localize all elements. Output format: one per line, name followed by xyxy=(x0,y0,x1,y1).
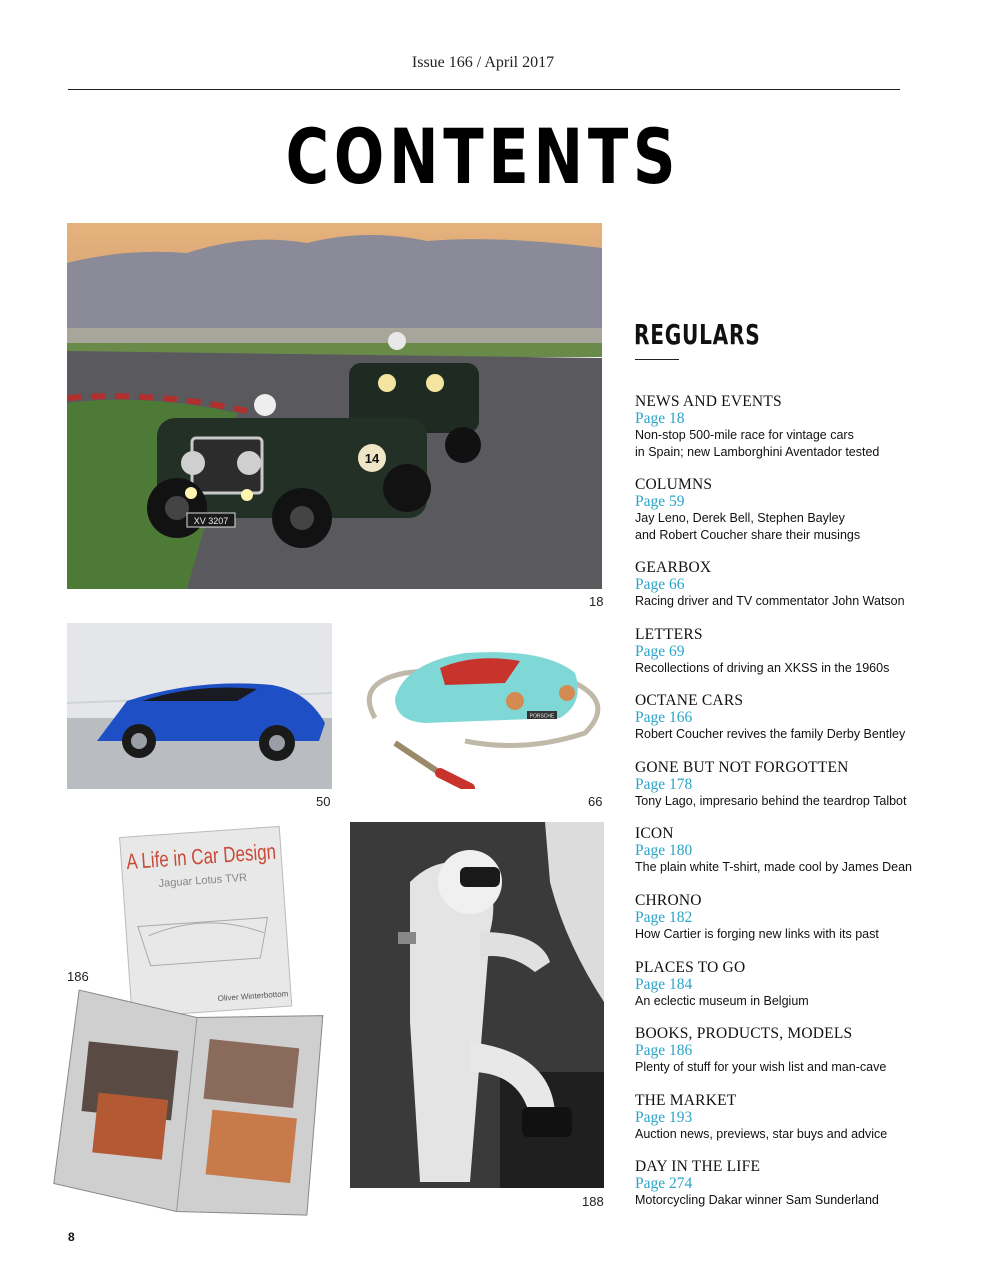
lamborghini-photo-caption: 50 xyxy=(316,794,331,809)
book-illustration xyxy=(37,822,342,1217)
entry-page[interactable]: Page 182 xyxy=(635,909,693,926)
lamborghini-illustration xyxy=(67,623,332,789)
bentley-photo-caption: 18 xyxy=(589,594,604,609)
entry-description: How Cartier is forging new links with its past xyxy=(635,927,879,941)
toc-entry[interactable] xyxy=(635,476,935,544)
entry-description: The plain white T-shirt, made cool by James Dean xyxy=(635,860,912,874)
book-author: Oliver Winterbottom xyxy=(217,989,289,1004)
car-plate: XV 3207 xyxy=(193,516,229,526)
header-divider xyxy=(68,89,900,90)
entry-section: NEWS AND EVENTS xyxy=(635,393,782,410)
toc-entry[interactable] xyxy=(635,759,935,810)
toc-entry[interactable] xyxy=(635,825,935,876)
entry-description: Auction news, previews, star buys and advice xyxy=(635,1127,888,1141)
entry-description: Non-stop 500-mile race for vintage cars in Spain; new Lamborghini Aventador tested xyxy=(635,428,880,459)
book-photo-caption: 186 xyxy=(67,969,89,984)
toc-entry[interactable] xyxy=(635,959,935,1010)
entry-page[interactable]: Page 69 xyxy=(635,643,685,660)
bentley-race-illustration xyxy=(67,223,602,589)
entry-page[interactable]: Page 186 xyxy=(635,1042,693,1059)
toy-car-photo xyxy=(345,623,610,789)
toc-entry[interactable] xyxy=(635,559,935,610)
toc-entry[interactable] xyxy=(635,626,935,677)
entry-page[interactable]: Page 18 xyxy=(635,410,685,427)
driver-photo xyxy=(350,822,604,1188)
entry-description: Jay Leno, Derek Bell, Stephen Bayley and Robert Coucher share their musings xyxy=(635,511,861,542)
regulars-heading: REGULARS xyxy=(634,318,761,351)
entry-page[interactable]: Page 184 xyxy=(635,976,693,993)
entry-page[interactable]: Page 66 xyxy=(635,576,685,593)
entry-section: CHRONO xyxy=(635,892,702,909)
page-title: CONTENTS xyxy=(285,112,681,201)
entry-page[interactable]: Page 59 xyxy=(635,493,685,510)
bentley-race-photo xyxy=(67,223,602,589)
entry-section: OCTANE CARS xyxy=(635,692,744,709)
entry-description: Recollections of driving an XKSS in the 1960s xyxy=(635,661,890,675)
toc-entry[interactable] xyxy=(635,1092,935,1143)
toc-entry[interactable] xyxy=(635,892,935,943)
entry-description: An eclectic museum in Belgium xyxy=(635,994,809,1008)
toy-car-plate: PORSCHE xyxy=(529,713,555,720)
toc-entry[interactable] xyxy=(635,393,935,461)
entry-section: LETTERS xyxy=(635,626,703,643)
toc-entry[interactable] xyxy=(635,692,935,743)
issue-line: Issue 166 / April 2017 xyxy=(411,54,555,71)
toy-car-illustration xyxy=(345,623,610,789)
entry-page[interactable]: Page 274 xyxy=(635,1175,693,1192)
regulars-divider xyxy=(635,359,679,360)
entry-description: Plenty of stuff for your wish list and man-cave xyxy=(635,1060,887,1074)
entry-page[interactable]: Page 180 xyxy=(635,842,693,859)
driver-illustration xyxy=(350,822,604,1188)
entry-description: Motorcycling Dakar winner Sam Sunderland xyxy=(635,1193,879,1207)
book-subtitle: Jaguar Lotus TVR xyxy=(158,871,248,890)
entry-section: COLUMNS xyxy=(635,476,713,493)
entry-description: Robert Coucher revives the family Derby Bentley xyxy=(635,727,906,741)
entry-section: ICON xyxy=(635,825,674,842)
entry-section: PLACES TO GO xyxy=(635,959,746,976)
book-title: A Life in Car Design xyxy=(125,835,322,875)
book-photo xyxy=(37,822,342,1217)
toc-entry[interactable] xyxy=(635,1025,935,1076)
page-number: 8 xyxy=(68,1230,75,1244)
driver-photo-caption: 188 xyxy=(582,1194,604,1209)
entry-section: GEARBOX xyxy=(635,559,712,576)
lamborghini-photo xyxy=(67,623,332,789)
toy-car-photo-caption: 66 xyxy=(588,794,603,809)
race-number: 14 xyxy=(364,451,380,466)
entry-page[interactable]: Page 166 xyxy=(635,709,693,726)
entry-section: DAY IN THE LIFE xyxy=(635,1158,761,1175)
entry-description: Racing driver and TV commentator John Watson xyxy=(635,594,905,608)
entry-section: GONE BUT NOT FORGOTTEN xyxy=(635,759,849,776)
entry-section: THE MARKET xyxy=(635,1092,737,1109)
entry-section: BOOKS, PRODUCTS, MODELS xyxy=(635,1025,853,1042)
toc-entry[interactable] xyxy=(635,1158,935,1209)
entry-description: Tony Lago, impresario behind the teardrop Talbot xyxy=(635,794,907,808)
entry-page[interactable]: Page 193 xyxy=(635,1109,693,1126)
entry-page[interactable]: Page 178 xyxy=(635,776,693,793)
